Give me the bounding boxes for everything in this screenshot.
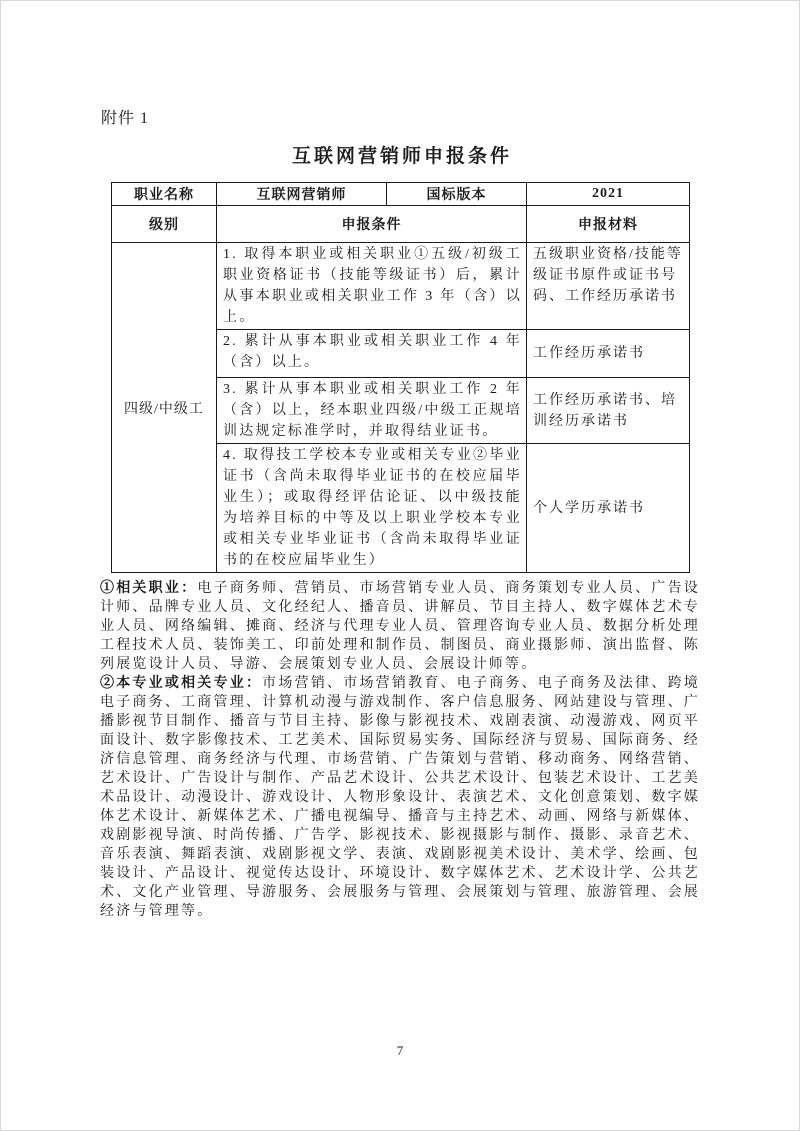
conditions-column-header-cell: 申报条件	[217, 206, 527, 243]
footnote-related-majors	[100, 674, 700, 921]
footnote-related-occupations	[100, 579, 700, 674]
level-column-header-cell: 级别	[112, 206, 217, 243]
condition-cell-4: 4. 取得技工学校本专业或相关专业②毕业证书（含尚未取得毕业证书的在校应届毕业生）；或取得经评估论证、以中级技能为培养目标的中等及以上职业学校本专业或相关专业毕业证书（含尚未取得毕业证书的在校应届毕业生）	[217, 444, 527, 573]
page-number: 7	[396, 1043, 404, 1058]
condition-cell-3: 3. 累计从事本职业或相关职业工作 2 年（含）以上，经本职业四级/中级工正规培训达规定标准学时，并取得结业证书。	[217, 378, 527, 444]
footnote-1-text: 电子商务师、营销员、市场营销专业人员、商务策划专业人员、广告设计师、品牌专业人员、文化经纪人、播音员、讲解员、节目主持人、数字媒体艺术专业人员、网络编辑、摊商、经济与代理专业人员、管理咨询专业人员、数据分析处理工程技术人员、装饰美工、印前处理和制作员、制图员、商业摄影师、演出监督、陈列展览设计人员、导游、会展策划专业人员、会展设计师等。	[100, 581, 701, 672]
material-cell-1: 五级职业资格/技能等级证书原件或证书号码、工作经历承诺书	[527, 243, 690, 330]
table-row-header	[112, 206, 690, 243]
level-value-cell: 四级/中级工	[112, 243, 217, 573]
table-row-meta	[112, 183, 690, 206]
standard-version-value-cell: 2021	[527, 183, 690, 206]
footnote-2-text: 市场营销、市场营销教育、电子商务、电子商务及法律、跨境电子商务、工商管理、计算机动漫与游戏制作、客户信息服务、网站建设与管理、广播影视节目制作、播音与节目主持、影像与影视技术、戏剧表演、动漫游戏、网页平面设计、数字影像技术、工艺美术、国际贸易实务、国际经济与贸易、国际商务、经济信息管理、商务经济与代理、市场营销、广告策划与营销、移动商务、网络营销、艺术设计、广告设计与制作、产品艺术设计、公共艺术设计、包装艺术设计、工艺美术品设计、动漫设计、游戏设计、人物形象设计、表演艺术、文化创意策划、数字媒体艺术设计、新媒体艺术、广播电视编导、播音与主持艺术、动画、网络与新媒体、戏剧影视导演、时尚传播、广告学、影视技术、影视摄影与制作、摄影、录音艺术、音乐表演、舞蹈表演、戏剧影视文学、表演、戏剧影视美术设计、美术学、绘画、包装设计、产品设计、视觉传达设计、环境设计、数字媒体艺术、艺术设计学、公共艺术、文化产业管理、导游服务、会展服务与管理、会展策划与管理、旅游管理、会展经济与管理等。	[100, 676, 700, 919]
occupation-name-label-cell: 职业名称	[112, 183, 217, 206]
footnotes-section	[100, 579, 700, 921]
material-cell-4: 个人学历承诺书	[527, 444, 690, 573]
occupation-name-value-cell: 互联网营销师	[217, 183, 387, 206]
application-conditions-table	[111, 182, 690, 573]
table-row-condition-1	[112, 243, 690, 330]
footnote-2-label: ②本专业或相关专业：	[100, 676, 263, 691]
condition-cell-2: 2. 累计从事本职业或相关职业工作 4 年（含）以上。	[217, 330, 527, 378]
attachment-label: 附件 1	[101, 110, 150, 127]
materials-column-header-cell: 申报材料	[527, 206, 690, 243]
page-title: 互联网营销师申报条件	[291, 146, 512, 167]
document-content	[100, 1, 701, 921]
condition-cell-1: 1. 取得本职业或相关职业①五级/初级工职业资格证书（技能等级证书）后，累计从事本职业或相关职业工作 3 年（含）以上。	[217, 243, 527, 330]
material-cell-3: 工作经历承诺书、培训经历承诺书	[527, 378, 690, 444]
material-cell-2: 工作经历承诺书	[527, 330, 690, 378]
footnote-1-label: ①相关职业：	[100, 581, 198, 596]
standard-version-label-cell: 国标版本	[387, 183, 527, 206]
